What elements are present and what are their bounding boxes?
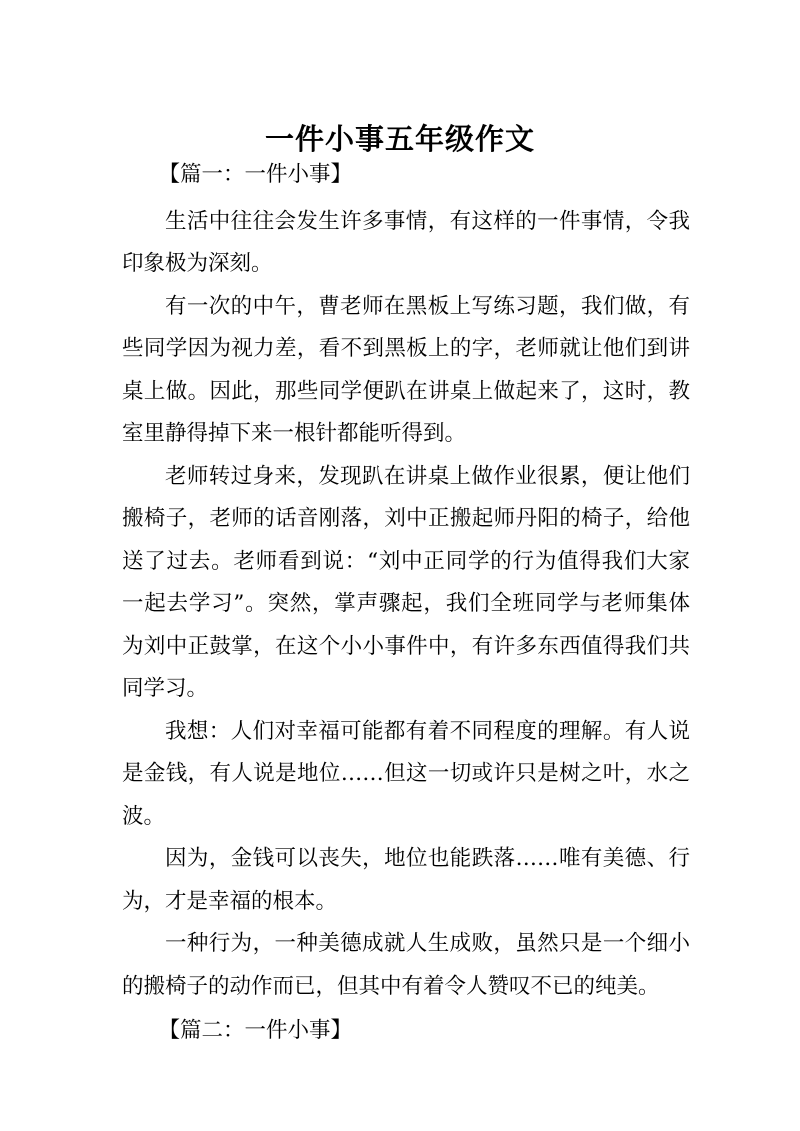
paragraph-5: 因为，金钱可以丧失，地位也能跌落……唯有美德、行为，才是幸福的根本。 (122, 846, 690, 914)
section-heading-2: 【篇二：一件小事】 (158, 1018, 353, 1043)
paragraph-4: 我想：人们对幸福可能都有着不同程度的理解。有人说是金钱，有人说是地位……但这一切或许只是树之叶，水之波。 (122, 718, 690, 829)
document-title: 一件小事五年级作文 (264, 122, 535, 157)
paragraph-1: 生活中往往会发生许多事情，有这样的一件事情，令我印象极为深刻。 (122, 208, 690, 276)
document-body (122, 152, 690, 1057)
paragraph-6: 一种行为，一种美德成就人生成败，虽然只是一个细小的搬椅子的动作而已，但其中有着令人赞叹不已的纯美。 (122, 931, 690, 999)
paragraph-2: 有一次的中午，曹老师在黑板上写练习题，我们做，有些同学因为视力差，看不到黑板上的字，老师就让他们到讲桌上做。因此，那些同学便趴在讲桌上做起来了，这时，教室里静得掉下来一根针都能听得到。 (122, 293, 690, 446)
paragraph-3: 老师转过身来，发现趴在讲桌上做作业很累，便让他们搬椅子，老师的话音刚落，刘中正搬起师丹阳的椅子，给他送了过去。老师看到说：“刘中正同学的行为值得我们大家一起去学习”。突然，掌声骤起，我们全班同学与老师集体为刘中正鼓掌，在这个小小事件中，有许多东西值得我们共同学习。 (122, 463, 690, 701)
section-heading-1: 【篇一：一件小事】 (158, 162, 353, 187)
